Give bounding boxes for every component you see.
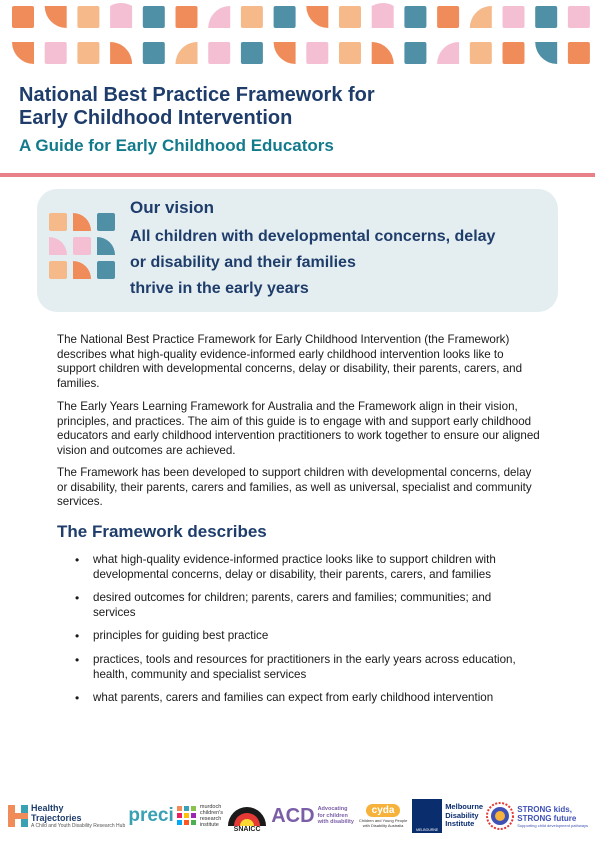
vision-heading: Our vision: [130, 198, 215, 217]
page-title-line-2: Early Childhood Intervention: [19, 107, 293, 129]
cyda-logo: [357, 804, 409, 828]
pattern-tile: [503, 6, 525, 28]
strong-kids-name: [517, 805, 588, 823]
melbourne-disability-institute-name: [445, 803, 483, 829]
intro-paragraph: The National Best Practice Framework for Early Childhood Intervention (the Framework) describes what high-quality evidence-informed early childhood intervention looks like to support children with developmental concerns, delay or disability, their parents, carers, and families.: [57, 333, 523, 390]
pattern-tile: [241, 6, 263, 28]
pattern-tile: [306, 6, 328, 28]
pattern-tile: [176, 42, 198, 64]
pattern-tile: [339, 42, 361, 64]
vision-line-2: or disability and their families: [130, 254, 356, 271]
acd-line-2: for children: [317, 812, 348, 819]
melbourne-line-3: Institute: [445, 819, 475, 829]
list-item: • practices, tools and resources for practitioners in the early years across education, health, community and specialist services: [57, 653, 527, 682]
decorative-tile-pattern: [0, 0, 595, 70]
university-of-melbourne-crest-icon: [412, 799, 442, 833]
partner-logos: [8, 796, 588, 836]
pattern-tile: [306, 42, 328, 64]
vision-tile: [97, 261, 115, 279]
vision-line-3: thrive in the early years: [130, 280, 309, 297]
strong-kids-line-2: STRONG future: [517, 813, 577, 823]
vision-tile: [97, 213, 115, 231]
pattern-tile: [535, 42, 557, 64]
pattern-tile: [503, 42, 525, 64]
vision-tile: [73, 237, 91, 255]
murdoch-line-4: institute: [199, 822, 219, 828]
vision-tile: [73, 213, 91, 231]
pattern-tile: [470, 42, 492, 64]
pattern-tile: [437, 42, 459, 64]
framework-describes-heading: The Framework describes: [57, 522, 267, 541]
framework-describes-list: [57, 553, 527, 715]
snaicc-name: SNAICC: [233, 825, 261, 833]
pattern-tile: [568, 42, 590, 64]
vision-statement: [130, 224, 550, 302]
pattern-tile: [437, 6, 459, 28]
pattern-tile: [77, 6, 99, 28]
cyda-name: cyda: [366, 804, 401, 817]
pattern-tile: [372, 42, 394, 64]
acd-line-3: with disability: [317, 819, 354, 826]
snaicc-emblem-icon: [226, 800, 268, 826]
melbourne-line-2: Disability: [445, 810, 479, 820]
pattern-tile: [45, 42, 67, 64]
vision-tile: [49, 237, 67, 255]
list-item: • what parents, carers and families can expect from early childhood intervention: [57, 691, 527, 706]
sun-emblem-icon: [486, 802, 514, 830]
vision-tiles-icon: [49, 213, 117, 283]
vision-tile: [49, 261, 67, 279]
page-title: [19, 84, 375, 130]
pattern-tile: [12, 42, 34, 64]
healthy-trajectories-name: [31, 803, 125, 823]
alignment-paragraph: The Early Years Learning Framework for Australia and the Framework align in their vision, principles, and practices. The aim of this guide is to engage with and support early childhood educators and early childhood intervention practitioners to work together to ensure our aligned vision and outcomes are achieved.: [57, 400, 540, 457]
pattern-tile: [241, 42, 263, 64]
pattern-tile: [110, 42, 132, 64]
pattern-tile: [535, 6, 557, 28]
acd-line-1: Advocating: [317, 806, 348, 813]
pattern-tile: [77, 42, 99, 64]
snaicc-logo: [226, 800, 268, 833]
murdoch-logo: [177, 804, 223, 828]
healthy-trajectories-mark-icon: [8, 805, 28, 827]
strong-kids-logo: [486, 802, 588, 830]
pattern-tile: [176, 6, 198, 28]
pattern-tile: [208, 6, 230, 28]
murdoch-line-1: murdoch: [199, 804, 222, 810]
list-item: • principles for guiding best practice: [57, 629, 527, 644]
murdoch-grid-icon: [177, 806, 197, 826]
vision-tile: [49, 213, 67, 231]
healthy-trajectories-tagline: A Child and Youth Disability Research Hub: [31, 823, 126, 829]
pattern-tile: [274, 6, 296, 28]
murdoch-name: [200, 804, 223, 828]
header-divider: [0, 173, 595, 177]
strong-kids-line-1: STRONG kids,: [517, 804, 572, 814]
melbourne-crest-text: MELBOURNE: [416, 828, 439, 832]
vision-tile: [73, 261, 91, 279]
development-paragraph: The Framework has been developed to support children with developmental concerns, delay or disability, their parents, carers and families, as well as universal, specialist and community services.: [57, 466, 532, 509]
pattern-tile: [45, 6, 67, 28]
page-title-line-1: National Best Practice Framework for: [19, 84, 375, 106]
pattern-tile: [372, 3, 394, 28]
page-subtitle: A Guide for Early Childhood Educators: [19, 136, 334, 155]
strong-kids-tagline: Supporting child development pathways: [517, 822, 588, 828]
pattern-tile: [110, 3, 132, 28]
preci-name: preci: [128, 805, 174, 826]
pattern-tile: [339, 6, 361, 28]
pattern-tile: [404, 42, 426, 64]
vision-line-1: All children with developmental concerns, delay: [130, 228, 496, 245]
pattern-tile: [12, 6, 34, 28]
pattern-tile: [274, 42, 296, 64]
acd-logo: [271, 805, 354, 828]
list-item: • desired outcomes for children; parents, carers and families; communities; and services: [57, 591, 527, 620]
healthy-trajectories-logo: [8, 803, 125, 829]
pattern-tile: [568, 6, 590, 28]
acd-name: ACD: [271, 804, 315, 827]
healthy-trajectories-line-2: Trajectories: [31, 813, 82, 823]
pattern-tile: [470, 6, 492, 28]
pattern-tile: [404, 6, 426, 28]
murdoch-line-2: children's: [199, 810, 223, 816]
pattern-tile: [143, 42, 165, 64]
acd-tagline: [318, 806, 354, 826]
healthy-trajectories-line-1: Healthy: [31, 803, 64, 813]
melbourne-disability-institute-logo: [412, 799, 483, 833]
melbourne-line-1: Melbourne: [445, 802, 484, 812]
pattern-tile: [143, 6, 165, 28]
cyda-tagline: Children and Young People with Disability Australia: [358, 818, 408, 828]
murdoch-line-3: research: [199, 816, 222, 822]
list-item: • what high-quality evidence-informed practice looks like to support children with developmental concerns, delay or disability, their parents, carers, and families: [57, 553, 527, 582]
vision-tile: [97, 237, 115, 255]
pattern-tile: [208, 42, 230, 64]
preci-logo: [128, 805, 173, 827]
